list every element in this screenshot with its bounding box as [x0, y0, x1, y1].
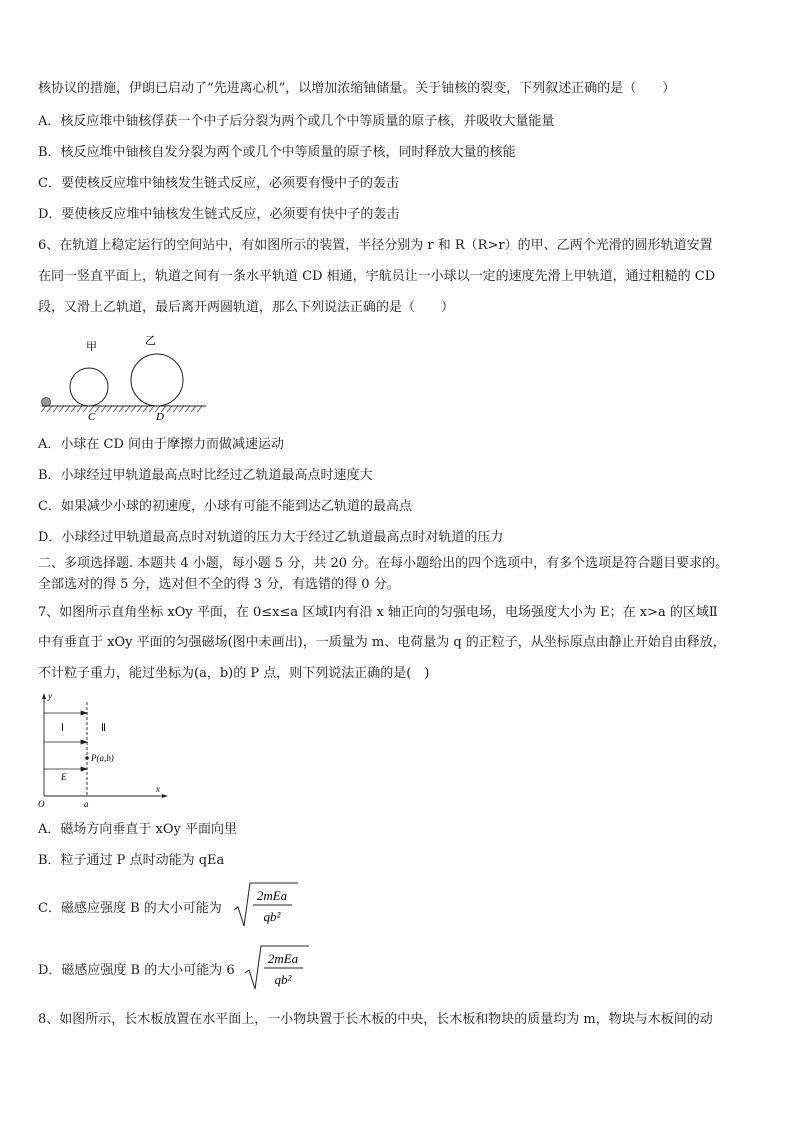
q8-stem: 8、如图所示，长木板放置在水平面上，一小物块置于长木板的中央，长木板和物块的质量均为 m，物块与木板间的动: [38, 1012, 713, 1027]
q5-option-c: C．要使核反应堆中铀核发生链式反应，必须要有慢中子的轰击: [38, 176, 399, 191]
q7-point-p: [85, 756, 89, 760]
q7-label-y: y: [48, 691, 52, 701]
q7-option-d: D．磁感应强度 B 的大小可能为 6: [38, 963, 235, 978]
q7-option-d-numerator: 2mEa: [267, 951, 299, 966]
q7-label-a: a: [84, 799, 89, 809]
q6-ball: [42, 398, 51, 407]
q6-label-d: D: [156, 411, 164, 423]
q6-stem-line-1: 6、在轨道上稳定运行的空间站中，有如图所示的装置，半径分别为 r 和 R（R>r）的甲、乙两个光滑的圆形轨道安置: [38, 238, 713, 253]
q6-ground-hatch: [41, 406, 202, 412]
q6-option-b: B．小球经过甲轨道最高点时比经过乙轨道最高点时速度大: [38, 468, 373, 483]
q7-stem-line-1: 7、如图所示直角坐标 xOy 平面，在 0≤x≤a 区域Ⅰ内有沿 x 轴正向的匀强电场，电场强度大小为 E；在 x>a 的区域Ⅱ: [38, 605, 718, 620]
q5-option-b: B．核反应堆中铀核自发分裂为两个或几个中等质量的原子核，同时释放大量的核能: [38, 145, 516, 160]
q7-option-c-numerator: 2mEa: [256, 888, 288, 903]
q7-field-figure: [34, 690, 170, 810]
q7-label-e: E: [61, 772, 67, 782]
q7-label-p: P(a,b): [91, 753, 114, 763]
q6-option-d: D．小球经过甲轨道最高点时对轨道的压力大于经过乙轨道最高点时对轨道的压力: [38, 530, 504, 545]
q7-option-d-sqrt-formula: [243, 943, 313, 993]
section2-header-line-1: 二、多项选择题. 本题共 4 小题，每小题 5 分，共 20 分。在每小题给出的四个选项中，有多个选项是符合题目要求的。: [38, 556, 729, 571]
q7-stem-line-2: 中有垂直于 xOy 平面的匀强磁场(图中未画出)，一质量为 m、电荷量为 q 的正粒子，从坐标原点由静止开始自由释放，: [38, 635, 726, 650]
q6-stem-line-2: 在同一竖直平面上，轨道之间有一条水平轨道 CD 相通，宇航员让一小球以一定的速度先滑上甲轨道，通过粗糙的 CD: [38, 269, 716, 284]
q6-option-c: C．如果减少小球的初速度，小球有可能不能到达乙轨道的最高点: [38, 499, 412, 514]
q7-option-a: A．磁场方向垂直于 xOy 平面向里: [38, 822, 237, 837]
q7-x-axis-arrow: [162, 794, 168, 798]
q7-label-origin: O: [38, 799, 45, 809]
q7-stem-line-3: 不计粒子重力，能过坐标为(a，b)的 P 点，则下列说法正确的是( ): [38, 666, 430, 681]
q7-option-b: B．粒子通过 P 点时动能为 qEa: [38, 853, 225, 868]
q7-y-axis-arrow: [42, 693, 46, 699]
q6-circle-jia: [70, 368, 108, 406]
q5-option-d: D．要使核反应堆中铀核发生链式反应，必须要有快中子的轰击: [38, 207, 400, 222]
q7-option-d-denominator: qb²: [274, 972, 292, 987]
q7-label-region2: Ⅱ: [101, 723, 106, 734]
q7-label-x: x: [156, 784, 160, 794]
q7-option-c: C．磁感应强度 B 的大小可能为: [38, 901, 222, 916]
q6-label-jia: 甲: [86, 341, 97, 353]
q6-track-figure: [38, 332, 210, 424]
q7-electric-field-lines: [44, 711, 87, 771]
q6-label-yi: 乙: [145, 335, 156, 347]
q5-stem: 核协议的措施，伊朗已启动了“先进离心机”，以增加浓缩铀储量。关于铀核的裂变，下列叙述正确的是（ ）: [38, 81, 676, 96]
q6-stem-line-3: 段，又滑上乙轨道，最后离开两圆轨道，那么下列说法正确的是（ ）: [38, 300, 455, 315]
q5-option-a: A．核反应堆中铀核俘获一个中子后分裂为两个或几个中等质量的原子核，并吸收大量能量: [38, 114, 555, 129]
q7-label-region1: Ⅰ: [61, 723, 64, 734]
q7-option-c-sqrt-formula: [232, 880, 302, 930]
q6-circle-yi: [131, 354, 183, 406]
q7-option-c-denominator: qb²: [263, 909, 281, 924]
q6-label-c: C: [88, 411, 96, 423]
q6-option-a: A．小球在 CD 间由于摩擦力而做减速运动: [38, 437, 285, 452]
section2-header-line-2: 全部选对的得 5 分，选对但不全的得 3 分，有选错的得 0 分。: [38, 577, 400, 592]
